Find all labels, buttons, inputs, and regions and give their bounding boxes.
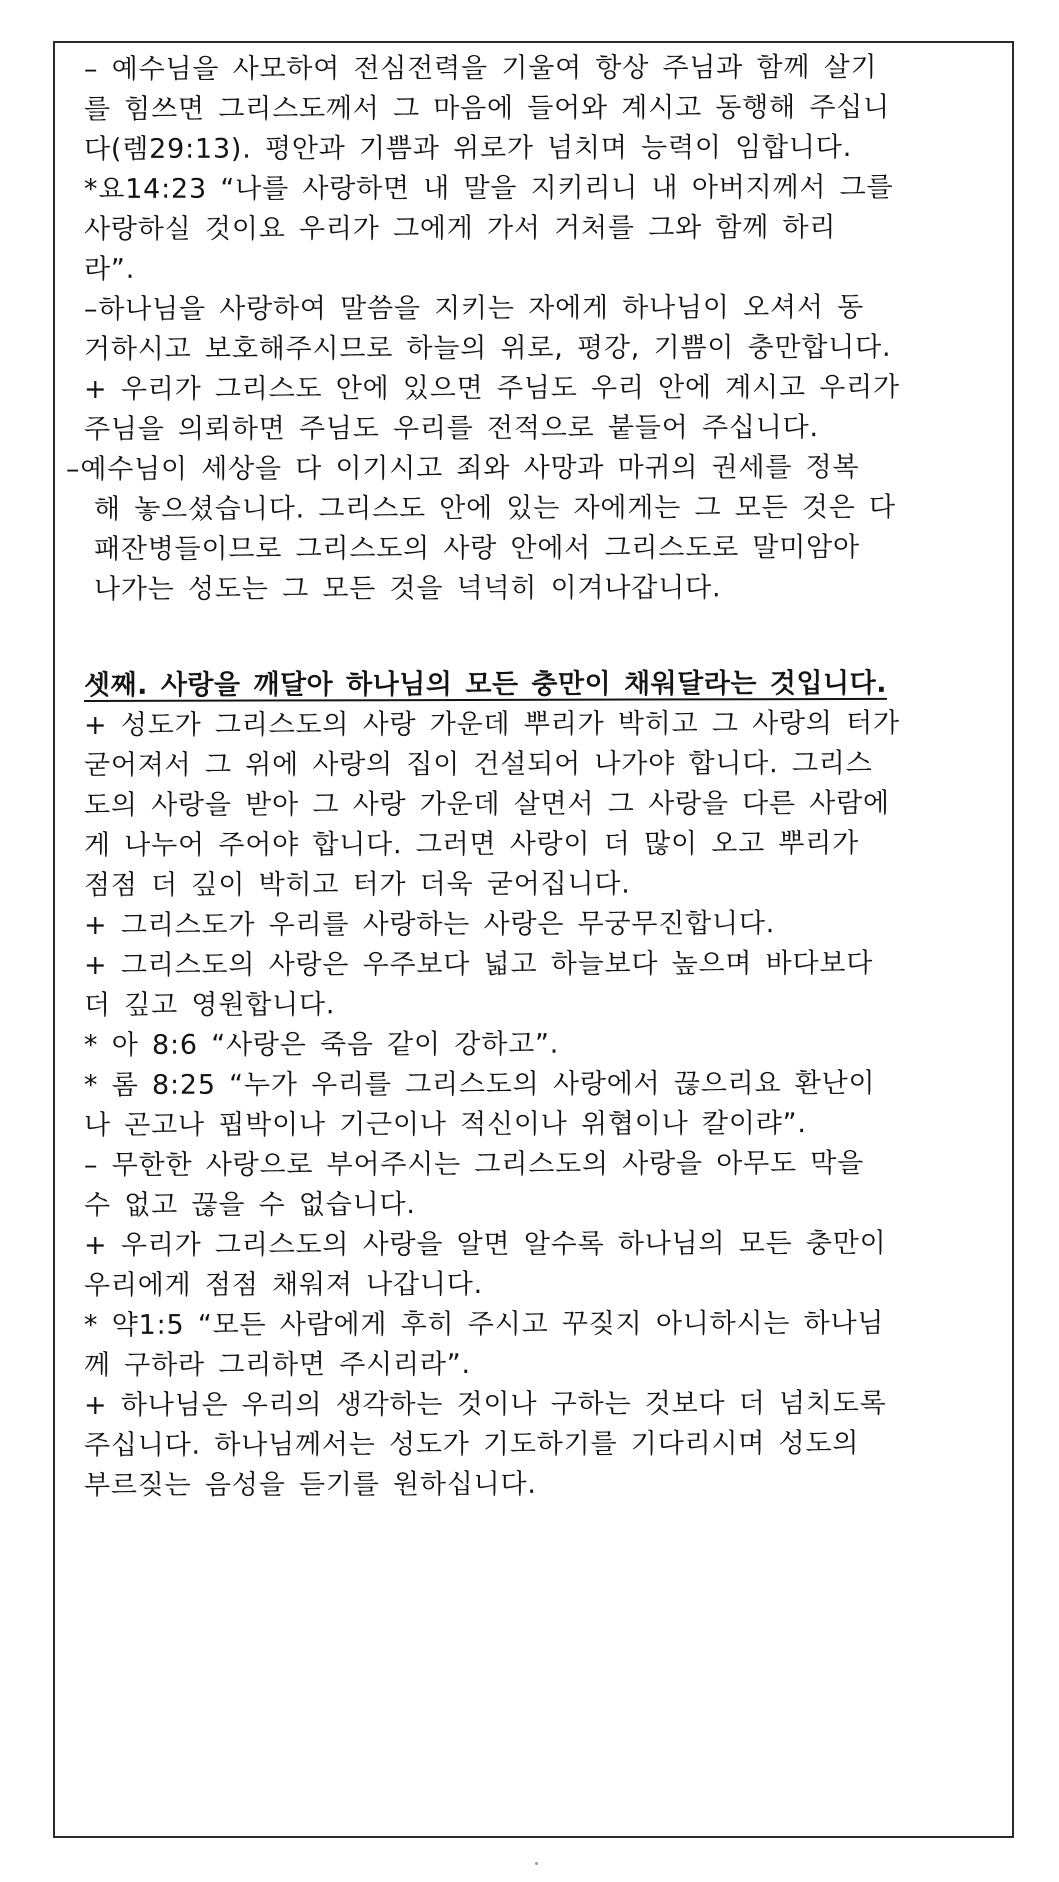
text-line: * 약1:5 “모든 사람에게 후히 주시고 꾸짖지 아니하시는 하나님 [83,1307,885,1341]
text-line: + 그리스도가 우리를 사랑하는 사랑은 무궁무진합니다. [83,908,776,941]
text-line: *요14:23 “나를 사랑하면 내 말을 지키리니 내 아버지께서 그를 [83,171,894,205]
text-line: 주십니다. 하나님께서는 성도가 기도하기를 기다리시며 성도의 [83,1427,860,1461]
text-line: 점점 더 깊이 박히고 터가 더욱 굳어집니다. [83,868,631,901]
section-heading: 셋째. 사랑을 깨달아 하나님의 모든 충만이 채워달라는 것입니다. [83,667,887,701]
text-line: 거하시고 보호해주시므로 하늘의 위로, 평강, 기쁨이 충만합니다. [83,331,892,365]
text-line: + 성도가 그리스도의 사랑 가운데 뿌리가 박히고 그 사랑의 터가 [83,707,900,741]
text-line: 게 나누어 주어야 합니다. 그러면 사랑이 더 많이 오고 뿌리가 [83,827,860,861]
text-line: + 우리가 그리스도 안에 있으면 주님도 우리 안에 계시고 우리가 [83,371,900,405]
text-line: 주님을 의뢰하면 주님도 우리를 전적으로 붙들어 주십니다. [83,412,819,445]
text-line: 다(렘29:13). 평안과 기쁨과 위로가 넘치며 능력이 임합니다. [83,131,853,165]
text-line: 패잔병들이므로 그리스도의 사랑 안에서 그리스도로 말미암아 [93,531,860,565]
text-line: 를 힘쓰면 그리스도께서 그 마음에 들어와 계시고 동행해 주십니 [83,91,891,125]
text-line: 라”. [83,253,136,285]
text-line: * 아 8:6 “사랑은 죽음 같이 강하고”. [83,1028,560,1061]
text-line: – 무한한 사랑으로 부어주시는 그리스도의 사랑을 아무도 막을 [83,1147,865,1181]
text-line: 수 없고 끊을 수 없습니다. [83,1189,416,1221]
text-line: + 하나님은 우리의 생각하는 것이나 구하는 것보다 더 넘치도록 [83,1387,887,1421]
handwritten-text-column [65,50,994,1506]
text-line: 우리에게 점점 채워져 나갑니다. [83,1268,484,1301]
text-line: 더 깊고 영원합니다. [83,989,336,1021]
paragraph-gap [84,610,994,666]
text-line: * 롬 8:25 “누가 우리를 그리스도의 사랑에서 끊으리요 환난이 [83,1067,876,1101]
text-line: 굳어져서 그 위에 사랑의 집이 건설되어 나가야 합니다. 그리스 [83,747,873,781]
scan-speck [535,1862,538,1865]
text-line: 사랑하실 것이요 우리가 그에게 가서 거처를 그와 함께 하리 [83,212,837,245]
text-line: 께 구하라 그리하면 주시리라”. [83,1348,471,1381]
text-line: –예수님이 세상을 다 이기시고 죄와 사망과 마귀의 권세를 정복 [65,451,860,485]
text-line: 부르짖는 음성을 듣기를 원하십니다. [83,1468,537,1501]
text-line: 나 곤고나 핍박이나 기근이나 적신이나 위협이나 칼이랴”. [83,1108,807,1141]
text-line: – 예수님을 사모하여 전심전력을 기울여 항상 주님과 함께 살기 [83,51,878,85]
text-line: + 그리스도의 사랑은 우주보다 넓고 하늘보다 높으며 바다보다 [83,947,874,981]
text-line: 나가는 성도는 그 모든 것을 넉넉히 이겨나갑니다. [93,572,722,605]
text-line: 해 놓으셨습니다. 그리스도 안에 있는 자에게는 그 모든 것은 다 [93,491,896,525]
text-line: –하나님을 사랑하여 말씀을 지키는 자에게 하나님이 오셔서 동 [83,291,865,325]
text-line: 도의 사랑을 받아 그 사랑 가운데 살면서 그 사랑을 다른 사람에 [83,787,890,821]
text-line: + 우리가 그리스도의 사랑을 알면 알수록 하나님의 모든 충만이 [83,1227,887,1261]
